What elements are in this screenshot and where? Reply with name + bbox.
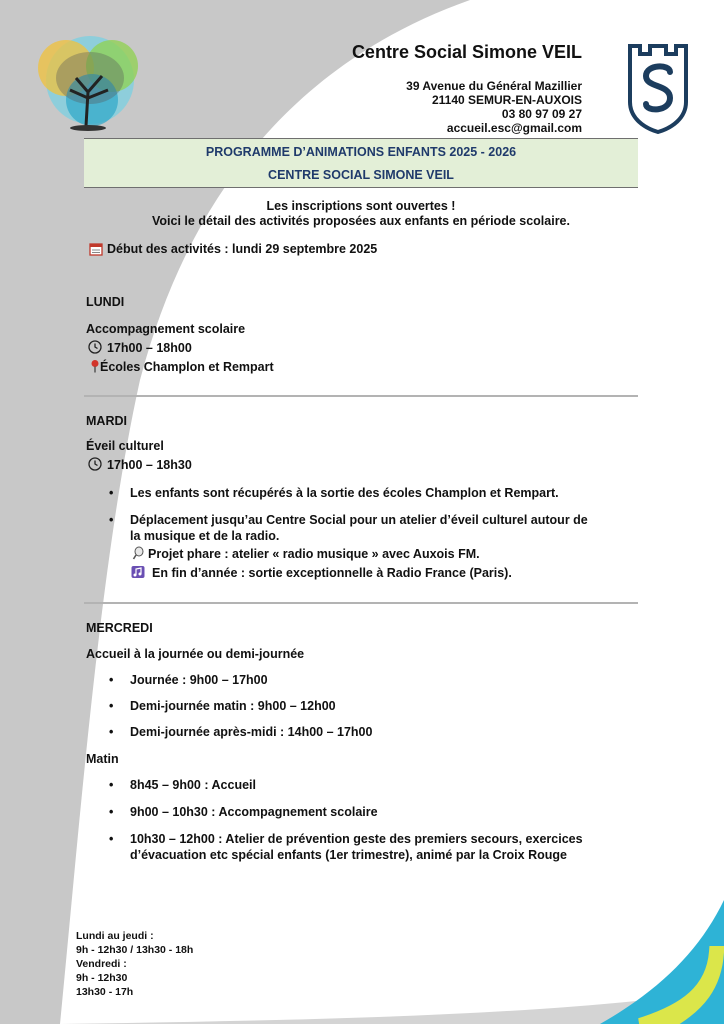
- bullet-dot: •: [109, 673, 114, 687]
- mercredi-morning-heading: Matin: [86, 752, 119, 766]
- bullet-dot: •: [109, 832, 114, 846]
- mercredi-first-aid-line2: d’évacuation etc spécial enfants (1er trimestre), animé par la Croix Rouge: [130, 848, 567, 862]
- phone-number: 03 80 97 09 27: [501, 107, 582, 121]
- bullet-dot: •: [109, 513, 114, 527]
- clock-icon: [88, 340, 102, 354]
- mercredi-morning-welcome: 8h45 – 9h00 : Accueil: [130, 778, 256, 792]
- tree-logo-icon: [26, 28, 150, 140]
- lundi-activity: Accompagnement scolaire: [86, 322, 246, 336]
- address-city: 21140 SEMUR-EN-AUXOIS: [431, 93, 582, 107]
- section-divider: [84, 602, 638, 604]
- shield-logo-icon: [626, 44, 690, 134]
- music-radio-icon: [131, 565, 145, 579]
- hours-mon-thu-value: 9h - 12h30 / 13h30 - 18h: [76, 944, 194, 956]
- bullet-dot: •: [109, 725, 114, 739]
- email-address[interactable]: accueil.esc@gmail.com: [446, 121, 582, 135]
- hours-friday-label: Vendredi :: [76, 958, 127, 970]
- banner-subtitle: CENTRE SOCIAL SIMONE VEIL: [268, 168, 454, 182]
- mercredi-full-day: Journée : 9h00 – 17h00: [130, 673, 268, 687]
- hours-mon-thu-label: Lundi au jeudi :: [76, 930, 154, 942]
- bullet-dot: •: [109, 699, 114, 713]
- calendar-icon: [89, 242, 103, 256]
- lundi-heading: LUNDI: [86, 295, 125, 309]
- start-date-text: Début des activités : lundi 29 septembre 2025: [107, 242, 378, 256]
- mardi-bullet-pickup: Les enfants sont récupérés à la sortie des écoles Champlon et Rempart.: [130, 486, 559, 500]
- program-banner: [84, 138, 638, 188]
- lundi-time: 17h00 – 18h00: [107, 341, 192, 355]
- registration-open-text: Les inscriptions sont ouvertes !: [266, 199, 456, 213]
- bullet-dot: •: [109, 486, 114, 500]
- mercredi-accueil: Accueil à la journée ou demi-journée: [86, 647, 305, 661]
- mercredi-half-day-morning: Demi-journée matin : 9h00 – 12h00: [130, 699, 336, 713]
- mardi-time: 17h00 – 18h30: [107, 458, 192, 472]
- bullet-dot: •: [109, 778, 114, 792]
- mardi-activity: Éveil culturel: [86, 439, 164, 453]
- mercredi-half-day-afternoon: Demi-journée après-midi : 14h00 – 17h00: [130, 725, 373, 739]
- mercredi-first-aid-line1: 10h30 – 12h00 : Atelier de prévention geste des premiers secours, exercices: [130, 832, 583, 846]
- mardi-end-of-year-trip: En fin d’année : sortie exceptionnelle à Radio France (Paris).: [152, 566, 512, 580]
- section-divider: [84, 395, 638, 397]
- clock-icon: [88, 457, 102, 471]
- mardi-heading: MARDI: [86, 414, 127, 428]
- activities-detail-text: Voici le détail des activités proposées aux enfants en période scolaire.: [152, 214, 570, 228]
- banner-title: PROGRAMME D’ANIMATIONS ENFANTS 2025 - 2026: [205, 145, 517, 159]
- mardi-bullet-transfer-line1: Déplacement jusqu’au Centre Social pour un atelier d’éveil culturel autour de: [130, 513, 588, 527]
- address-street: 39 Avenue du Général Mazillier: [406, 79, 582, 93]
- organization-name: Centre Social Simone VEIL: [351, 42, 582, 62]
- mardi-flagship-project: Projet phare : atelier « radio musique » avec Auxois FM.: [148, 547, 480, 561]
- lundi-place: Écoles Champlon et Rempart: [100, 360, 274, 374]
- bullet-dot: •: [109, 805, 114, 819]
- hours-friday-morning: 9h - 12h30: [76, 972, 128, 984]
- hours-friday-afternoon: 13h30 - 17h: [76, 986, 134, 998]
- microphone-icon: [131, 546, 145, 560]
- mardi-bullet-transfer-line2: la musique et de la radio.: [130, 529, 280, 543]
- mercredi-morning-homework: 9h00 – 10h30 : Accompagnement scolaire: [130, 805, 378, 819]
- mercredi-heading: MERCREDI: [86, 621, 153, 635]
